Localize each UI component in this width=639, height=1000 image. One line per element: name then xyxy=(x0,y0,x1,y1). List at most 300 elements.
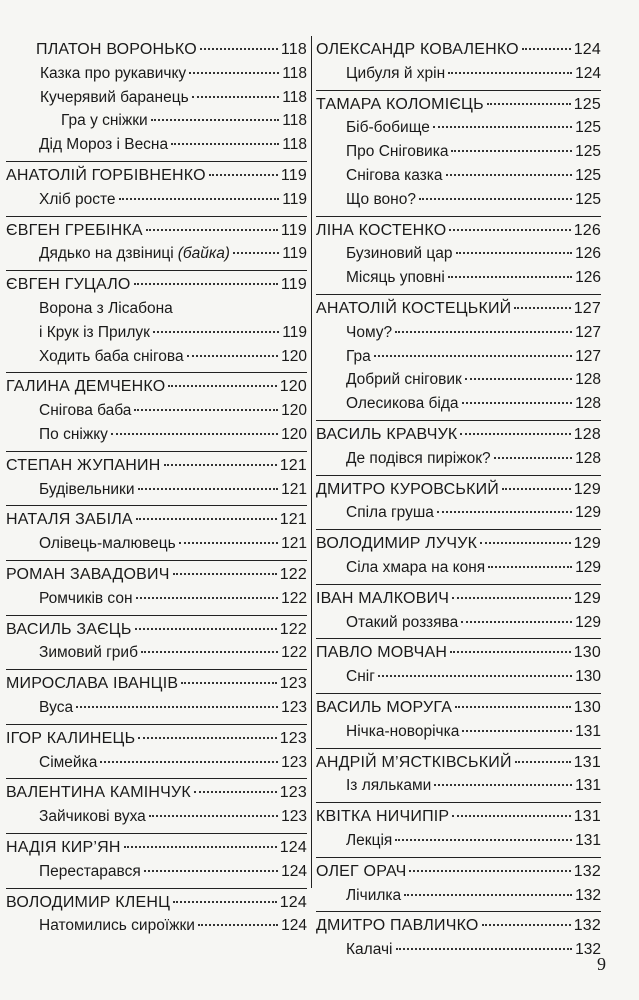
toc-author-section xyxy=(316,421,601,476)
toc-author-entry xyxy=(316,478,601,502)
toc-author-section xyxy=(316,530,601,585)
page-ref: 119 xyxy=(282,323,307,341)
page-ref: 129 xyxy=(573,480,601,498)
author-name: ВАСИЛЬ ЗАЄЦЬ xyxy=(6,620,132,638)
dot-leader xyxy=(448,276,572,278)
author-name: АНАТОЛІЙ КОСТЕЦЬКИЙ xyxy=(316,299,512,317)
dot-leader xyxy=(502,488,571,490)
page-ref: 123 xyxy=(279,784,307,802)
page-ref: 118 xyxy=(282,88,307,106)
dot-leader xyxy=(465,378,572,380)
page-ref: 126 xyxy=(573,221,601,239)
page-ref: 124 xyxy=(281,862,307,880)
dot-leader xyxy=(198,924,278,926)
dot-leader xyxy=(451,150,572,152)
dot-leader xyxy=(200,48,278,50)
toc-work-entry xyxy=(6,478,307,502)
toc-author-section xyxy=(316,217,601,295)
toc-work-entry xyxy=(316,392,601,416)
toc-author-section xyxy=(6,36,307,162)
toc-author-section xyxy=(6,561,307,616)
dot-leader xyxy=(395,839,572,841)
page-ref: 120 xyxy=(281,425,307,443)
dot-leader xyxy=(378,675,572,677)
toc-work-entry xyxy=(6,423,307,447)
author-name: НАДІЯ КИР’ЯН xyxy=(6,838,121,856)
page-ref: 129 xyxy=(573,589,601,607)
work-title: Калачі xyxy=(346,941,393,959)
dot-leader xyxy=(151,119,280,121)
work-title: Чому? xyxy=(346,323,393,341)
work-title: Лічилка xyxy=(346,886,402,904)
page-ref: 121 xyxy=(279,456,307,474)
work-title: Добрий сніговик xyxy=(346,371,462,389)
work-title: Олівець-малювець xyxy=(39,535,176,553)
toc-author-section xyxy=(6,725,307,780)
toc-author-entry xyxy=(316,914,601,938)
dot-leader xyxy=(450,651,571,653)
work-title: Хліб росте xyxy=(39,190,116,208)
dot-leader xyxy=(449,229,570,231)
toc-author-entry xyxy=(6,164,307,188)
author-name: МИРОСЛАВА ІВАНЦІВ xyxy=(6,675,179,693)
page-ref: 125 xyxy=(575,119,601,137)
author-name: ТАМАРА КОЛОМІЄЦЬ xyxy=(316,95,484,113)
toc-author-entry xyxy=(6,375,307,399)
dot-leader xyxy=(134,409,278,411)
dot-leader xyxy=(119,198,280,200)
dot-leader xyxy=(487,103,571,105)
toc-author-section xyxy=(6,889,307,943)
toc-author-section xyxy=(6,271,307,373)
toc-author-section xyxy=(6,834,307,889)
dot-leader xyxy=(409,870,570,872)
author-name: ПЛАТОН ВОРОНЬКО xyxy=(36,41,197,58)
toc-author-section xyxy=(6,452,307,507)
dot-leader xyxy=(189,72,279,74)
page-ref: 123 xyxy=(279,675,307,693)
page-ref: 120 xyxy=(281,347,307,365)
page-ref: 122 xyxy=(281,644,307,662)
dot-leader xyxy=(462,730,572,732)
page-ref: 122 xyxy=(279,620,307,638)
dot-leader xyxy=(100,761,278,763)
page-ref: 126 xyxy=(575,245,601,263)
dot-leader xyxy=(171,143,279,145)
page-ref: 125 xyxy=(575,143,601,161)
dot-leader xyxy=(515,761,571,763)
dot-leader xyxy=(76,706,278,708)
toc-author-entry xyxy=(6,454,307,478)
work-title: Перестарався xyxy=(39,862,141,880)
toc-work-entry xyxy=(6,399,307,423)
toc-author-entry xyxy=(316,93,601,117)
toc-author-entry xyxy=(6,672,307,696)
toc-author-entry xyxy=(316,587,601,611)
toc-left-column xyxy=(6,36,312,935)
dot-leader xyxy=(480,542,571,544)
toc-work-entry xyxy=(6,242,307,266)
page-ref: 119 xyxy=(280,221,307,239)
dot-leader xyxy=(173,573,277,575)
dot-leader xyxy=(187,355,279,357)
dot-leader xyxy=(173,901,277,903)
dot-leader xyxy=(164,464,277,466)
dot-leader xyxy=(488,566,572,568)
toc-work-entry xyxy=(316,774,601,798)
work-title: Нічка-новорічка xyxy=(346,722,460,740)
toc-work-entry xyxy=(6,860,307,884)
dot-leader xyxy=(446,174,573,176)
toc-author-section xyxy=(316,912,601,966)
work-title: Натомились сироїжки xyxy=(39,917,195,935)
work-title: Кучерявий баранець xyxy=(40,88,189,106)
author-name: ІВАН МАЛКОВИЧ xyxy=(316,589,450,607)
work-title: Що воно? xyxy=(346,190,416,208)
page-ref: 124 xyxy=(279,893,307,911)
page-ref: 131 xyxy=(573,753,601,771)
toc-work-entry xyxy=(316,556,601,580)
page-ref: 118 xyxy=(282,136,307,154)
toc-work-entry xyxy=(316,720,601,744)
toc-author-section xyxy=(316,694,601,749)
dot-leader xyxy=(482,924,571,926)
toc-work-entry xyxy=(316,829,601,853)
dot-leader xyxy=(135,628,277,630)
toc-work-entry xyxy=(6,587,307,611)
toc-author-entry xyxy=(316,860,601,884)
toc-author-section xyxy=(316,639,601,694)
page-ref: 124 xyxy=(281,917,307,935)
page-ref: 122 xyxy=(279,565,307,583)
author-name: АНАТОЛІЙ ГОРБІВНЕНКО xyxy=(6,166,206,184)
toc-work-entry xyxy=(316,62,601,86)
page-ref: 128 xyxy=(575,371,601,389)
page-ref: 128 xyxy=(575,395,601,413)
toc-author-entry xyxy=(316,696,601,720)
work-title: Сімейка xyxy=(39,753,98,771)
dot-leader xyxy=(456,252,573,254)
toc-work-entry xyxy=(6,109,307,133)
work-title: Гра xyxy=(346,347,371,365)
page-ref: 123 xyxy=(281,808,307,826)
page-ref: 132 xyxy=(573,862,601,880)
dot-leader xyxy=(419,198,572,200)
author-name: ЛІНА КОСТЕНКО xyxy=(316,221,447,239)
toc-work-entry xyxy=(6,133,307,157)
author-name: ВАЛЕНТИНА КАМІНЧУК xyxy=(6,784,191,802)
dot-leader xyxy=(374,355,572,357)
toc-author-entry xyxy=(6,219,307,243)
work-title: Дід Мороз і Весна xyxy=(39,136,169,154)
work-title: Олесикова біда xyxy=(346,395,459,413)
toc-work-entry xyxy=(316,188,601,212)
toc-author-entry xyxy=(316,219,601,243)
toc-author-entry xyxy=(6,273,307,297)
page-ref: 124 xyxy=(575,64,601,82)
toc-author-section xyxy=(6,616,307,671)
author-name: ІГОР КАЛИНЕЦЬ xyxy=(6,729,136,747)
toc-author-section xyxy=(6,670,307,725)
toc-work-entry xyxy=(6,641,307,665)
toc-work-entry xyxy=(316,368,601,392)
page-ref: 119 xyxy=(282,245,307,263)
toc-work-entry xyxy=(316,938,601,962)
toc-author-section xyxy=(316,749,601,804)
dot-leader xyxy=(124,846,277,848)
work-title: Вуса xyxy=(39,698,74,716)
page-ref: 131 xyxy=(575,722,601,740)
dot-leader xyxy=(141,651,278,653)
page-ref: 129 xyxy=(573,535,601,553)
page-ref: 131 xyxy=(573,808,601,826)
toc-author-section xyxy=(316,803,601,858)
toc-right-column xyxy=(316,36,601,959)
work-title: Ворона з Лісабона xyxy=(39,299,173,317)
dot-leader xyxy=(455,706,571,708)
dot-leader xyxy=(434,784,572,786)
dot-leader xyxy=(396,948,573,950)
page-ref: 129 xyxy=(575,504,601,522)
author-name: ОЛЕКСАНДР КОВАЛЕНКО xyxy=(316,41,519,58)
toc-author-section xyxy=(316,295,601,421)
dot-leader xyxy=(194,791,277,793)
toc-author-section xyxy=(6,506,307,561)
toc-author-entry xyxy=(316,641,601,665)
toc-work-entry xyxy=(316,665,601,689)
dot-leader xyxy=(209,174,278,176)
page-ref: 132 xyxy=(575,886,601,904)
work-title: Снігова казка xyxy=(346,166,443,184)
toc-author-section xyxy=(6,162,307,217)
toc-author-entry xyxy=(6,891,307,915)
page-ref: 127 xyxy=(573,299,601,317)
toc-author-section xyxy=(316,91,601,217)
dot-leader xyxy=(111,433,278,435)
dot-leader xyxy=(514,307,570,309)
page-ref: 122 xyxy=(281,589,307,607)
toc-work-entry xyxy=(316,266,601,290)
page-ref: 119 xyxy=(280,166,307,184)
toc-author-section xyxy=(316,36,601,91)
page-ref: 125 xyxy=(575,166,601,184)
dot-leader xyxy=(452,815,570,817)
work-title: Будівельники xyxy=(39,480,135,498)
page-ref: 123 xyxy=(279,729,307,747)
dot-leader xyxy=(233,252,279,254)
page-ref: 119 xyxy=(282,190,307,208)
page-ref: 131 xyxy=(575,831,601,849)
toc-author-entry xyxy=(6,727,307,751)
work-title: Лекція xyxy=(346,831,393,849)
toc-work-entry xyxy=(316,321,601,345)
page-ref: 128 xyxy=(575,449,601,467)
toc-author-entry xyxy=(6,836,307,860)
dot-leader xyxy=(138,488,279,490)
toc-author-entry xyxy=(6,618,307,642)
dot-leader xyxy=(460,433,570,435)
page-ref: 118 xyxy=(280,41,307,58)
work-title: Казка про рукавичку xyxy=(40,64,187,82)
dot-leader xyxy=(153,331,279,333)
toc-work-entry xyxy=(316,884,601,908)
toc-work-entry xyxy=(316,116,601,140)
dot-leader xyxy=(149,815,278,817)
work-title: Зимовий гриб xyxy=(39,644,138,662)
dot-leader xyxy=(395,331,572,333)
page-ref: 127 xyxy=(575,347,601,365)
dot-leader xyxy=(437,511,572,513)
toc-author-section xyxy=(6,779,307,834)
work-title-note: (байка) xyxy=(177,245,230,263)
work-title: Дядько на дзвіниці xyxy=(39,245,174,263)
page-ref: 118 xyxy=(282,112,307,130)
page-ref: 131 xyxy=(575,777,601,795)
dot-leader xyxy=(494,457,573,459)
toc-work-entry xyxy=(6,805,307,829)
toc-work-entry xyxy=(6,297,307,321)
toc-work-entry xyxy=(6,345,307,369)
toc-author-entry xyxy=(316,423,601,447)
dot-leader xyxy=(462,402,573,404)
toc-author-entry xyxy=(316,38,601,62)
toc-work-entry xyxy=(316,164,601,188)
author-name: ВОЛОДИМИР ЛУЧУК xyxy=(316,535,478,553)
work-title: Отакий роззява xyxy=(346,613,459,631)
toc-author-entry xyxy=(6,508,307,532)
dot-leader xyxy=(144,870,278,872)
work-title: Біб-бобище xyxy=(346,119,430,137)
work-title: Із ляльками xyxy=(346,777,432,795)
dot-leader xyxy=(192,96,280,98)
page-ref: 128 xyxy=(573,425,601,443)
dot-leader xyxy=(461,621,572,623)
author-name: СТЕПАН ЖУПАНИН xyxy=(6,456,161,474)
work-title: Місяць уповні xyxy=(346,269,445,287)
page-ref: 130 xyxy=(575,668,601,686)
author-name: ВАСИЛЬ КРАВЧУК xyxy=(316,425,458,443)
toc-work-entry xyxy=(6,86,307,110)
page-ref: 125 xyxy=(573,95,601,113)
toc-author-entry xyxy=(316,532,601,556)
toc-work-entry xyxy=(316,501,601,525)
author-name: ВОЛОДИМИР КЛЕНЦ xyxy=(6,893,171,911)
author-name: НАТАЛЯ ЗАБІЛА xyxy=(6,511,133,529)
author-name: ЄВГЕН ГРЕБІНКА xyxy=(6,221,143,239)
toc-work-entry xyxy=(6,188,307,212)
page-ref: 127 xyxy=(575,323,601,341)
toc-author-entry xyxy=(316,297,601,321)
author-name: ОЛЕГ ОРАЧ xyxy=(316,862,407,880)
author-name: ВАСИЛЬ МОРУГА xyxy=(316,698,453,716)
toc-work-entry xyxy=(6,696,307,720)
dot-leader xyxy=(146,229,278,231)
author-name: ГАЛИНА ДЕМЧЕНКО xyxy=(6,378,166,396)
page-ref: 119 xyxy=(280,276,307,294)
work-title: і Крук із Прилук xyxy=(39,323,150,341)
author-name: ПАВЛО МОВЧАН xyxy=(316,644,448,662)
page-number: 9 xyxy=(597,954,606,974)
toc-work-entry xyxy=(316,345,601,369)
toc-author-entry xyxy=(316,805,601,829)
page-ref: 121 xyxy=(279,511,307,529)
work-title: Сніг xyxy=(346,668,375,686)
page-ref: 130 xyxy=(573,644,601,662)
toc-work-entry xyxy=(6,62,307,86)
page-ref: 129 xyxy=(575,558,601,576)
toc-author-section xyxy=(316,858,601,913)
dot-leader xyxy=(134,283,278,285)
toc-author-entry xyxy=(6,781,307,805)
dot-leader xyxy=(138,737,276,739)
page-ref: 125 xyxy=(575,190,601,208)
author-name: ДМИТРО КУРОВСЬКИЙ xyxy=(316,480,499,498)
dot-leader xyxy=(168,385,276,387)
page-ref: 123 xyxy=(281,698,307,716)
work-title: Гра у сніжки xyxy=(61,112,148,130)
dot-leader xyxy=(433,126,572,128)
toc-work-entry xyxy=(6,751,307,775)
dot-leader xyxy=(136,597,279,599)
work-title: Ромчиків сон xyxy=(39,589,133,607)
toc-work-entry xyxy=(6,914,307,938)
work-title: Цибуля й хрін xyxy=(346,64,446,82)
work-title: Зайчикові вуха xyxy=(39,808,146,826)
toc-author-entry xyxy=(6,38,307,62)
page-ref: 120 xyxy=(281,402,307,420)
toc-author-entry xyxy=(6,563,307,587)
toc-work-entry xyxy=(316,611,601,635)
toc-author-section xyxy=(316,476,601,531)
page-ref: 121 xyxy=(281,535,307,553)
work-title: Де подівся пиріжок? xyxy=(346,449,491,467)
page-ref: 132 xyxy=(575,941,601,959)
dot-leader xyxy=(448,72,572,74)
toc-work-entry xyxy=(6,532,307,556)
dot-leader xyxy=(136,518,277,520)
dot-leader xyxy=(404,894,572,896)
work-title: Про Сніговика xyxy=(346,143,449,161)
toc-author-section xyxy=(6,373,307,451)
page-ref: 126 xyxy=(575,269,601,287)
page-ref: 130 xyxy=(573,698,601,716)
page-ref: 132 xyxy=(573,917,601,935)
work-title: Бузиновий цар xyxy=(346,245,453,263)
page-ref: 124 xyxy=(279,838,307,856)
author-name: ЄВГЕН ГУЦАЛО xyxy=(6,276,131,294)
toc-work-entry xyxy=(316,447,601,471)
work-title: Спіла груша xyxy=(346,504,434,522)
work-title: По сніжку xyxy=(39,425,108,443)
dot-leader xyxy=(181,682,276,684)
page-ref: 121 xyxy=(281,480,307,498)
toc-author-entry xyxy=(316,751,601,775)
toc-author-section xyxy=(6,217,307,272)
toc-work-entry xyxy=(316,242,601,266)
author-name: АНДРІЙ М’ЯСТКІВСЬКИЙ xyxy=(316,753,512,771)
dot-leader xyxy=(452,597,571,599)
work-title: Снігова баба xyxy=(39,402,132,420)
work-title: Ходить баба снігова xyxy=(39,347,184,365)
page-ref: 129 xyxy=(575,613,601,631)
toc-author-section xyxy=(316,585,601,640)
page-ref: 120 xyxy=(279,378,307,396)
author-name: ДМИТРО ПАВЛИЧКО xyxy=(316,917,479,935)
author-name: КВІТКА НИЧИПІР xyxy=(316,808,450,826)
dot-leader xyxy=(179,542,278,544)
dot-leader xyxy=(522,48,571,50)
work-title: Сіла хмара на коня xyxy=(346,558,486,576)
